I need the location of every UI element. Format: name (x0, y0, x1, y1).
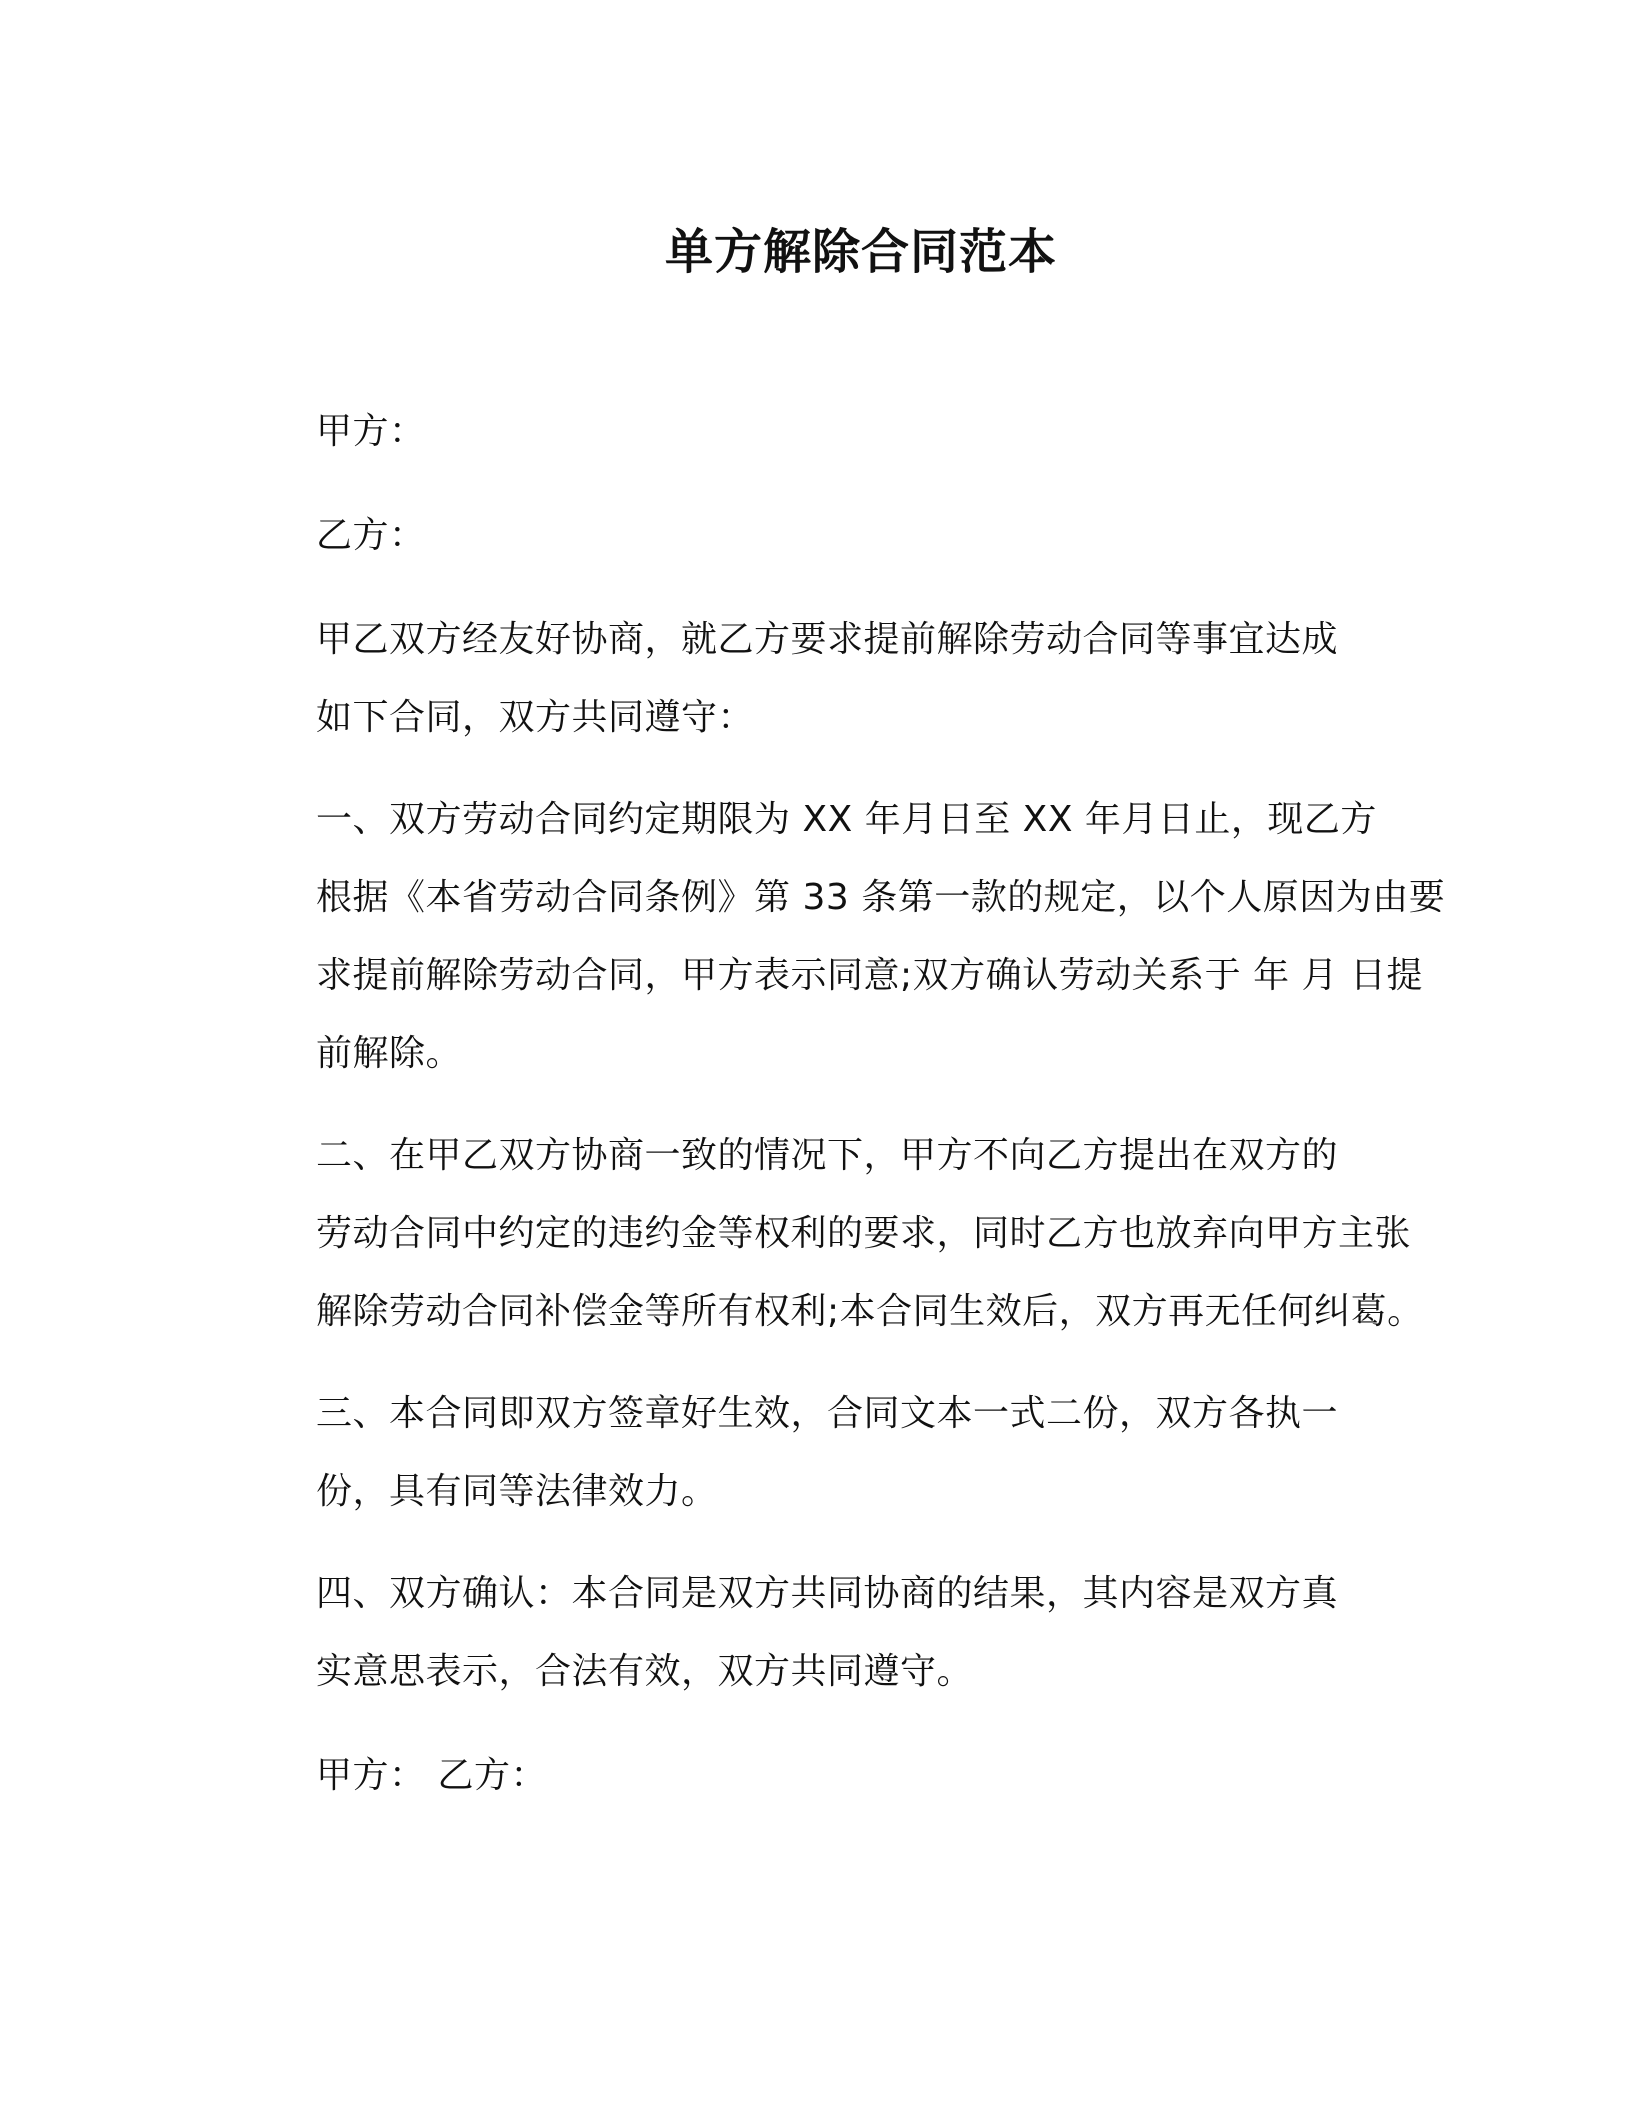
clause-2-paragraph (240, 1117, 1424, 1351)
clause-2-line-3: 解除劳动合同补偿金等所有权利;本合同生效后，双方再无任何纠葛。 (316, 1291, 1424, 1332)
clause-1-line-4: 前解除。 (316, 1033, 463, 1074)
clause-4-line-1: 四、双方确认：本合同是双方共同协商的结果，其内容是双方真 (316, 1573, 1339, 1614)
intro-line-1: 甲乙双方经友好协商，就乙方要求提前解除劳动合同等事宜达成 (316, 619, 1339, 660)
clause-2-line-1: 二、在甲乙双方协商一致的情况下，甲方不向乙方提出在双方的 (316, 1135, 1339, 1176)
clause-4-paragraph (240, 1555, 1392, 1711)
signature-line (240, 1737, 1392, 1815)
clause-2-line-2: 劳动合同中约定的违约金等权利的要求，同时乙方也放弃向甲方主张 (316, 1213, 1412, 1254)
clause-1-line-1: 一、双方劳动合同约定期限为 XX 年月日至 XX 年月日止，现乙方 (316, 799, 1377, 840)
clause-4-line-2: 实意思表示，合法有效，双方共同遵守。 (316, 1651, 974, 1692)
intro-line-2: 如下合同，双方共同遵守： (316, 697, 755, 738)
party-a-label: 甲方： (316, 411, 426, 452)
intro-paragraph (240, 601, 1392, 757)
clause-1-line-3: 求提前解除劳动合同，甲方表示同意;双方确认劳动关系于 年 月 日提 (316, 955, 1423, 996)
party-b-label: 乙方： (316, 515, 426, 556)
clause-3-line-1: 三、本合同即双方签章好生效，合同文本一式二份，双方各执一 (316, 1393, 1339, 1434)
clause-1-paragraph (240, 781, 1446, 1093)
document-title: 单方解除合同范本 (664, 224, 1057, 280)
party-a-line (240, 393, 1392, 471)
signature-labels: 甲方： 乙方： (316, 1755, 547, 1796)
party-b-line (240, 497, 1392, 575)
clause-3-line-2: 份，具有同等法律效力。 (316, 1471, 718, 1512)
clause-1-line-2: 根据《本省劳动合同条例》第 33 条第一款的规定，以个人原因为由要 (316, 877, 1446, 918)
clause-3-paragraph (240, 1375, 1392, 1531)
